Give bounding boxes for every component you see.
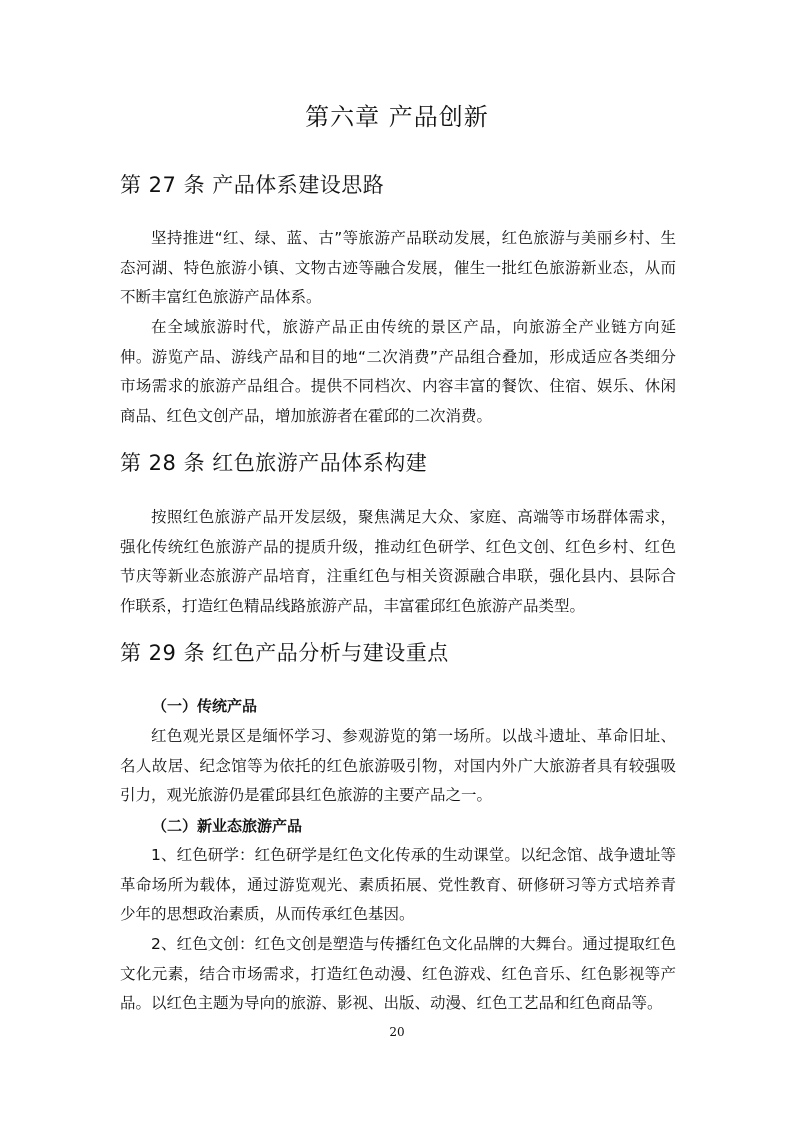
page-number: 20 (389, 1025, 405, 1039)
article-heading-29: 第 29 条 红色产品分析与建设重点 (120, 641, 449, 665)
paragraph: 红色观光景区是缅怀学习、参观游览的第一场所。以战斗遗址、革命旧址、名人故居、纪念馆等为依托的红色旅游吸引物，对国内外广大旅游者具有较强吸引力，观光旅游仍是霍邱县红色旅游的主要产品之一。 (120, 727, 676, 804)
paragraph: 在全域旅游时代，旅游产品正由传统的景区产品，向旅游全产业链方向延伸。游览产品、游线产品和目的地“二次消费”产品组合叠加，形成适应各类细分市场需求的旅游产品组合。提供不同档次、内容丰富的餐饮、住宿、娱乐、休闲商品、红色文创产品，增加旅游者在霍邱的二次消费。 (120, 318, 676, 425)
chapter-title: 第六章 产品创新 (305, 103, 489, 131)
article-heading-27: 第 27 条 产品体系建设思路 (120, 173, 385, 197)
paragraph: 2、红色文创：红色文创是塑造与传播红色文化品牌的大舞台。通过提取红色文化元素，结合市场需求，打造红色动漫、红色游戏、红色音乐、红色影视等产品。以红色主题为导向的旅游、影视、出版、动漫、红色工艺品和红色商品等。 (120, 935, 676, 1012)
paragraph: 坚持推进“红、绿、蓝、古”等旅游产品联动发展，红色旅游与美丽乡村、生态河湖、特色旅游小镇、文物古迹等融合发展，催生一批红色旅游新业态，从而不断丰富红色旅游产品体系。 (120, 229, 676, 306)
paragraph: 按照红色旅游产品开发层级，聚焦满足大众、家庭、高端等市场群体需求，强化传统红色旅游产品的提质升级，推动红色研学、红色文创、红色乡村、红色节庆等新业态旅游产品培育，注重红色与相关资源融合串联，强化县内、县际合作联系，打造红色精品线路旅游产品，丰富霍邱红色旅游产品类型。 (120, 508, 676, 615)
subsection-title-traditional: （一）传统产品 (152, 697, 258, 715)
subsection-title-new-formats: （二）新业态旅游产品 (152, 817, 303, 835)
article-heading-28: 第 28 条 红色旅游产品体系构建 (120, 451, 428, 475)
paragraph: 1、红色研学：红色研学是红色文化传承的生动课堂。以纪念馆、战争遗址等革命场所为载体，通过游览观光、素质拓展、党性教育、研修研习等方式培养青少年的思想政治素质，从而传承红色基因。 (120, 846, 676, 923)
